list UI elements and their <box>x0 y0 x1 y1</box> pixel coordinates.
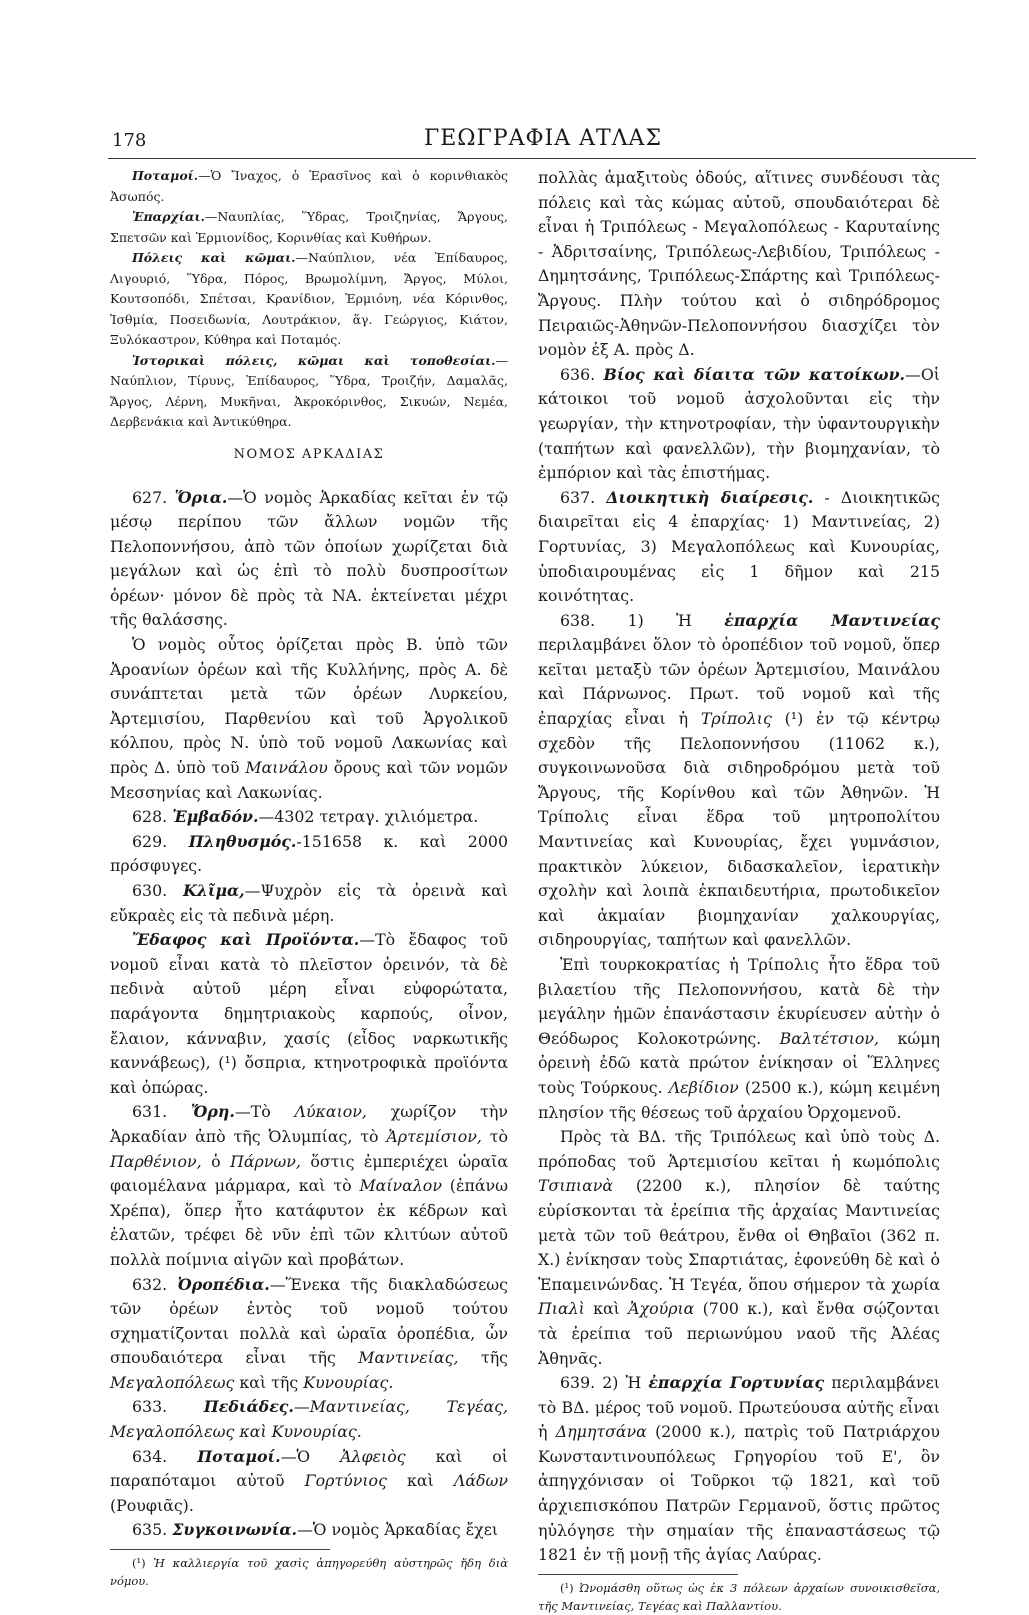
section-title: ΝΟΜΟΣ ΑΡΚΑΔΙΑΣ <box>233 446 385 462</box>
paragraph-638-mantineia: Πρὸς τὰ ΒΔ. τῆς Τριπόλεως καὶ ὑπὸ τοὺς Δ. πρόποδας τοῦ Ἀρτεμισίου κεῖται ἡ κωμόπολις Τσιπιανὰ (2200 κ.), πλησίον δὲ ταύτης εὑρίσκονται τὰ ἐρείπια τῆς ἀρχαίας Μαντινείας μετὰ τῶν τοῦ θεάτρου, ἔνθα οἱ Θηβαῖοι (362 π. Χ.) ἐνίκησαν τοὺς Σπαρτιάτας, ἐφονεύθη δὲ καὶ ὁ Ἐπαμεινώνδας. Ἡ Τεγέα, ὅπου σήμερον τὰ χωρία Πιαλὶ καὶ Ἀχούρια (700 κ.), καὶ ἔνθα σῴζονται τὰ ἐρείπια τοῦ περιωνύμου ναοῦ τῆς Ἀλέας Ἀθηνᾶς. <box>538 1127 940 1368</box>
paragraph-630: 630. Κλῖμα,—Ψυχρὸν εἰς τὰ ὀρεινὰ καὶ εὔκραὲς εἰς τὰ πεδινὰ μέρη. <box>110 881 508 925</box>
paragraph-628: 628. Ἐμβαδόν.—4302 τετραγ. χιλιόμετρα. <box>132 807 479 827</box>
paragraph-627: 627. Ὅρια.—Ὁ νομὸς Ἀρκαδίας κεῖται ἐν τῷ μέσῳ περίπου τῶν ἄλλων νομῶν τῆς Πελοποννήσου, ἀπὸ τῶν ὁποίων χωρίζεται διὰ μεγάλων καὶ ὡς ἐπὶ τὸ πολὺ δυσπροσίτων ὀρέων· μόνον δὲ πρὸς τὰ ΝΑ. ἐκτείνεται μέχρι τῆς θαλάσσης. <box>110 487 508 630</box>
footnote-left: (¹) Ἡ καλλιεργία τοῦ χασὶς ἀπηγορεύθη αὐστηρῶς ἤδη διὰ νόμου. <box>110 1556 508 1589</box>
footnote-rule-right <box>538 1574 738 1575</box>
paragraph-edafos: Ἔδαφος καὶ Προϊόντα.—Τὸ ἔδαφος τοῦ νομοῦ εἶναι κατὰ τὸ πλεῖστον ὀρεινόν, τὰ δὲ πεδινὰ αὐτοῦ μέρη εἶναι εὐφορώτατα, παράγοντα δημητριακοὺς καρπούς, οἶνον, ἔλαιον, κάνναβιν, χασίς (εἶδος ναρκωτικῆς καννάβεως), (¹) ὄσπρια, κτηνοτροφικὰ προϊόντα καὶ ὀπώρας. <box>110 930 508 1097</box>
right-column <box>538 166 940 1615</box>
paragraph-632: 632. Ὀροπέδια.—Ἕνεκα τῆς διακλαδώσεως τῶν ὀρέων ἐντὸς τοῦ νομοῦ τούτου σχηματίζονται πολλὰ καὶ ὡραῖα ὀροπέδια, ὧν σπουδαιότερα εἶναι τῆς Μαντινείας, τῆς Μεγαλοπόλεως καὶ τῆς Κυνουρίας. <box>110 1274 509 1392</box>
header-rule <box>108 158 976 159</box>
paragraph-633: 633. Πεδιάδες.—Μαντινείας, Τεγέας, Μεγαλοπόλεως καὶ Κυνουρίας. <box>110 1397 508 1442</box>
paragraph-627-boundaries: Ὁ νομὸς οὗτος ὁρίζεται πρὸς Β. ὑπὸ τῶν Ἀροανίων ὀρέων καὶ τῆς Κυλλήνης, πρὸς Α. δὲ συνάπτεται μετὰ τῶν ὀρέων Λυρκείου, Ἀρτεμισίου, Παρθενίου καὶ τοῦ Ἀργολικοῦ κόλπου, πρὸς Ν. ὑπὸ τοῦ νομοῦ Λακωνίας καὶ πρὸς Δ. ὑπὸ τοῦ Μαινάλου ὄρους καὶ τῶν νομῶν Μεσσηνίας καὶ Λακωνίας. <box>110 635 508 802</box>
left-column <box>110 166 508 1590</box>
running-title: ΓΕΩΓΡΑΦΙΑ ΑΤΛΑΣ <box>423 126 663 151</box>
paragraph-638-tourkokratia: Ἐπὶ τουρκοκρατίας ἡ Τρίπολις ἦτο ἕδρα τοῦ βιλαετίου τῆς Πελοποννήσου, κατὰ δὲ τὴν μεγάλην ἡμῶν ἐπανάστασιν ἐκυρίευσεν αὐτὴν ὁ Θεόδωρος Κολοκοτρώνης. Βαλτέτσιον, κώμη ὀρεινὴ ἐδῶ κατὰ πρώτον ἐνίκησαν οἱ Ἕλληνες τοὺς Τούρκους. Λεβίδιον (2500 κ.), κώμη κειμένη πλησίον τῆς θέσεως τοῦ ἀρχαίου Ὀρχομενοῦ. <box>538 955 940 1122</box>
paragraph-eparchiai: Ἐπαρχίαι.—Ναυπλίας, Ὕδρας, Τροιζηνίας, Ἄργους, Σπετσῶν καὶ Ἑρμιονίδος, Κορινθίας καὶ Κυθήρων. <box>110 209 508 245</box>
paragraph-poleis: Πόλεις καὶ κῶμαι.—Ναύπλιον, νέα Ἐπίδαυρος, Λιγουριό, Ὕδρα, Πόρος, Βρωμολίμνη, Ἄργος, Μύλοι, Κουτσοπόδι, Σπέτσαι, Κρανίδιον, Ἑρμιόνη, νέα Κόρινθος, Ἰσθμία, Ποσειδωνία, Λουτράκιον, ἅγ. Γεώργιος, Κιάτον, Ξυλόκαστρον, Κύθηρα καὶ Ποταμός. <box>110 250 508 347</box>
paragraph-638: 638. 1) Ἡ ἐπαρχία Μαντινείας περιλαμβάνει ὅλον τὸ ὀροπέδιον τοῦ νομοῦ, ὅπερ κεῖται μεταξὺ τῶν ὀρέων Ἀρτεμισίου, Μαινάλου καὶ Πάρνωνος. Πρωτ. τοῦ νομοῦ καὶ τῆς ἐπαρχίας εἶναι ἡ Τρίπολις (¹) ἐν τῷ κέντρῳ σχεδὸν τῆς Πελοποννήσου (11062 κ.), συγκοινωνοῦσα διὰ σιδηροδρόμου μετὰ τοῦ Ἄργους, τῆς Κορίνθου καὶ τῶν Ἀθηνῶν. Ἡ Τρίπολις εἶναι ἕδρα τοῦ μητροπολίτου Μαντινείας καὶ Κυνουρίας, ἔχει γυμνάσιον, πρακτικὸν λύκειον, διδασκαλεῖον, ἱερατικὴν σχολὴν καὶ λοιπὰ ἐκπαιδευτήρια, πρωτοδικεῖον καὶ ἀκμαίαν βιομηχανίαν χαλκουργίας, σιδηρουργίας, ταπήτων καὶ φανελλῶν. <box>538 610 940 950</box>
footnote-rule-left <box>110 1549 330 1550</box>
footnote-right: (¹) Ὠνομάσθη οὕτως ὡς ἐκ 3 πόλεων ἀρχαίων συνοικισθεῖσα, τῆς Μαντινείας, Τεγέας καὶ Παλλαντίου. <box>538 1580 940 1613</box>
paragraph-634: 634. Ποταμοί.—Ὁ Ἀλφειὸς καὶ οἱ παραπόταμοι αὐτοῦ Γορτύνιος καὶ Λάδων (Ρουφιᾶς). <box>110 1446 508 1515</box>
paragraph-635-continued: πολλὰς ἁμαξιτοὺς ὁδούς, αἵτινες συνδέουσι τὰς πόλεις καὶ τὰς κώμας αὐτοῦ, σπουδαιότεραι δὲ εἶναι ἡ Τριπόλεως - Μεγαλοπόλεως - Καρυταίνης - Ἀδριτσαίνης, Τριπόλεως-Λεβιδίου, Τριπόλεως - Δημητσάνης, Τριπόλεως-Σπάρτης καὶ Τριπόλεως-Ἄργους. Πλὴν τούτου καὶ ὁ σιδηρόδρομος Πειραιῶς-Ἀθηνῶν-Πελοποννήσου διασχίζει τὸν νομὸν ἐξ Α. πρὸς Δ. <box>538 168 940 360</box>
paragraph-636: 636. Βίος καὶ δίαιτα τῶν κατοίκων.—Οἱ κάτοικοι τοῦ νομοῦ ἀσχολοῦνται εἰς τὴν γεωργίαν, τὴν κτηνοτροφίαν, τὴν ὑφαντουργικὴν (ταπήτων καὶ φανελλῶν), τὴν βιομηχανίαν, τὸ ἐμπόριον καὶ τὰς ἐπιστήμας. <box>538 364 940 483</box>
paragraph-631: 631. Ὄρη.—Τὸ Λύκαιον, χωρίζον τὴν Ἀρκαδίαν ἀπὸ τῆς Ὀλυμπίας, τὸ Ἀρτεμίσιον, τὸ Παρθένιον, ὁ Πάρνων, ὅστις ἐμπεριέχει ὡραῖα φαιομέλανα μάρμαρα, καὶ τὸ Μαίναλον (ἐπάνω Χρέπα), ὅπερ ἦτο κατάφυτον ἐκ κέδρων καὶ ἐλατῶν, τρέφει δὲ νῦν ἐπὶ τῶν κλιτύων αὐτοῦ πολλὰ ποίμνια αἰγῶν καὶ προβάτων. <box>110 1102 508 1269</box>
page-header <box>112 126 974 158</box>
paragraph-635: 635. Συγκοινωνία.—Ὁ νομὸς Ἀρκαδίας ἔχει <box>132 1520 499 1540</box>
paragraph-istorikai: Ἱστορικαὶ πόλεις, κῶμαι καὶ τοποθεσίαι.—Ναύπλιον, Τίρυνς, Ἐπίδαυρος, Ὕδρα, Τροιζήν, Δαμαλᾶς, Ἄργος, Λέρνη, Μυκῆναι, Ἀκροκόρινθος, Σικυών, Νεμέα, Δερβενάκια καὶ Ἀντικύθηρα. <box>110 352 508 429</box>
paragraph-629: 629. Πληθυσμός.-151658 κ. καὶ 2000 πρόσφυγες. <box>110 831 508 876</box>
paragraph-639: 639. 2) Ἡ ἐπαρχία Γορτυνίας περιλαμβάνει τὸ ΒΔ. μέρος τοῦ νομοῦ. Πρωτεύουσα αὐτῆς εἶναι ἡ Δημητσάνα (2000 κ.), πατρὶς τοῦ Πατριάρχου Κωνσταντινουπόλεως Γρηγορίου τοῦ Ε', ὃν ἀπηγχόνισαν οἱ Τοῦρκοι τῷ 1821, καὶ τοῦ ἀρχιεπισκόπου Πατρῶν Γερμανοῦ, ὅστις πρῶτος ηὐλόγησε τὴν σημαίαν τῆς ἐπαναστάσεως τῷ 1821 ἐν τῇ μονῇ τῆς ἁγίας Λαύρας. <box>538 1373 940 1565</box>
paragraph-potamoi-argolidos: Ποταμοί.—Ὁ Ἴναχος, ὁ Ἐρασῖνος καὶ ὁ κορινθιακὸς Ἀσωπός. <box>110 168 508 204</box>
page-number: 178 <box>112 130 147 151</box>
paragraph-637: 637. Διοικητικὴ διαίρεσις. - Διοικητικῶς διαιρεῖται εἰς 4 ἐπαρχίας· 1) Μαντινείας, 2) Γορτυνίας, 3) Μεγαλοπόλεως καὶ Κυνουρίας, ὑποδιαιρουμένας εἰς 1 δῆμον καὶ 215 κοινότητας. <box>538 487 940 606</box>
